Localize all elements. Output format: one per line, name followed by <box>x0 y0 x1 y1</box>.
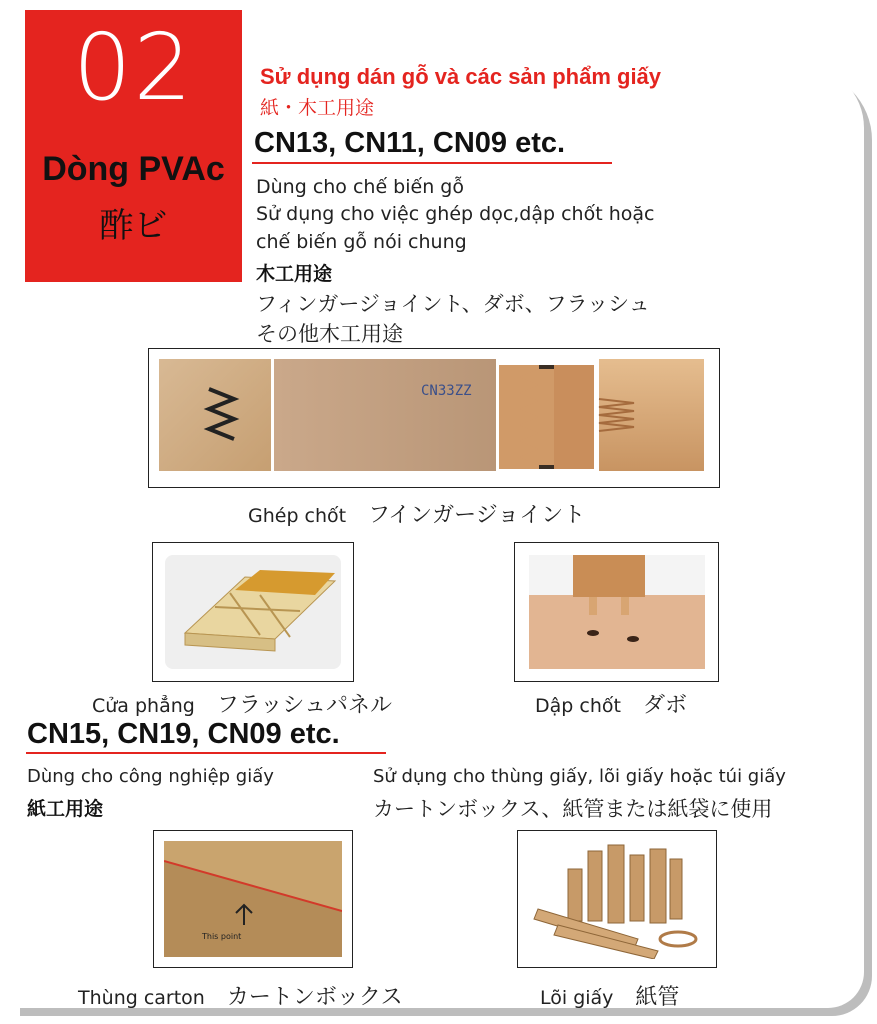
carton-caption-vn: Thùng carton <box>78 987 205 1009</box>
dowel-caption <box>535 688 687 719</box>
dowel-caption-vn: Dập chốt <box>535 695 621 717</box>
flush-panel-caption <box>92 688 392 719</box>
flush-panel-photo-frame <box>152 542 354 682</box>
paper-core-caption-jp: 紙管 <box>635 985 680 1010</box>
finger-joint-caption-vn: Ghép chốt <box>248 505 347 527</box>
section1-line-2: Sử dụng cho việc ghép dọc,dập chốt hoặc <box>256 203 655 225</box>
section2-right-line: Sử dụng cho thùng giấy, lõi giấy hoặc túi giấy <box>373 766 786 787</box>
section1-line-3: chế biến gỗ nói chung <box>256 231 467 253</box>
photo-pen-label: CN33ZZ <box>421 383 472 399</box>
section2-right-jp: カートンボックス、紙管または紙袋に使用 <box>373 797 773 821</box>
carton-caption <box>78 980 403 1011</box>
finger-joint-caption <box>248 498 585 529</box>
carton-label: This point <box>202 932 242 941</box>
finger-joint-caption-jp: フインガージョイント <box>368 503 586 528</box>
photo-joint-2 <box>274 359 496 471</box>
section2-underline <box>26 752 386 754</box>
photo-joint-1 <box>159 359 271 471</box>
flush-panel-caption-vn: Cửa phẳng <box>92 695 195 717</box>
section2-left-jp: 紙工用途 <box>27 798 104 820</box>
flush-panel-illustration <box>165 555 341 669</box>
flush-panel-caption-jp: フラッシュパネル <box>216 693 392 718</box>
section2-title: CN15, CN19, CN09 etc. <box>27 718 340 750</box>
carton-photo <box>164 841 342 957</box>
paper-core-caption-vn: Lõi giấy <box>540 987 614 1009</box>
section2-left-line: Dùng cho công nghiệp giấy <box>27 766 274 787</box>
photo-joint-4 <box>599 359 704 471</box>
paper-core-photo <box>528 839 706 959</box>
badge-title-jp: 酢ビ <box>99 206 168 246</box>
section1-jp-line-1: フィンガージョイント、ダボ、フラッシュ <box>256 292 650 316</box>
carton-caption-jp: カートンボックス <box>226 985 403 1010</box>
dowel-photo-frame <box>514 542 719 682</box>
section1-title: CN13, CN11, CN09 etc. <box>254 127 566 159</box>
dowel-photo <box>529 555 705 669</box>
dowel-caption-jp: ダボ <box>642 693 687 718</box>
section1-underline <box>252 162 612 164</box>
finger-joint-photos <box>159 359 709 477</box>
finger-joint-photo-frame <box>148 348 720 488</box>
paper-core-photo-frame <box>517 830 717 968</box>
paper-core-caption <box>540 980 679 1011</box>
badge-number: 02 <box>72 14 195 121</box>
badge-title: Dòng PVAc <box>42 150 225 188</box>
section1-jp-title: 木工用途 <box>256 263 333 285</box>
header-jp: 紙・木工用途 <box>260 97 375 119</box>
series-badge <box>25 10 242 282</box>
section1-line-1: Dùng cho chế biến gỗ <box>256 176 464 198</box>
header-vn: Sử dụng dán gỗ và các sản phẩm giấy <box>260 64 662 89</box>
section1-jp-line-2: その他木工用途 <box>256 322 403 346</box>
carton-photo-frame <box>153 830 353 968</box>
